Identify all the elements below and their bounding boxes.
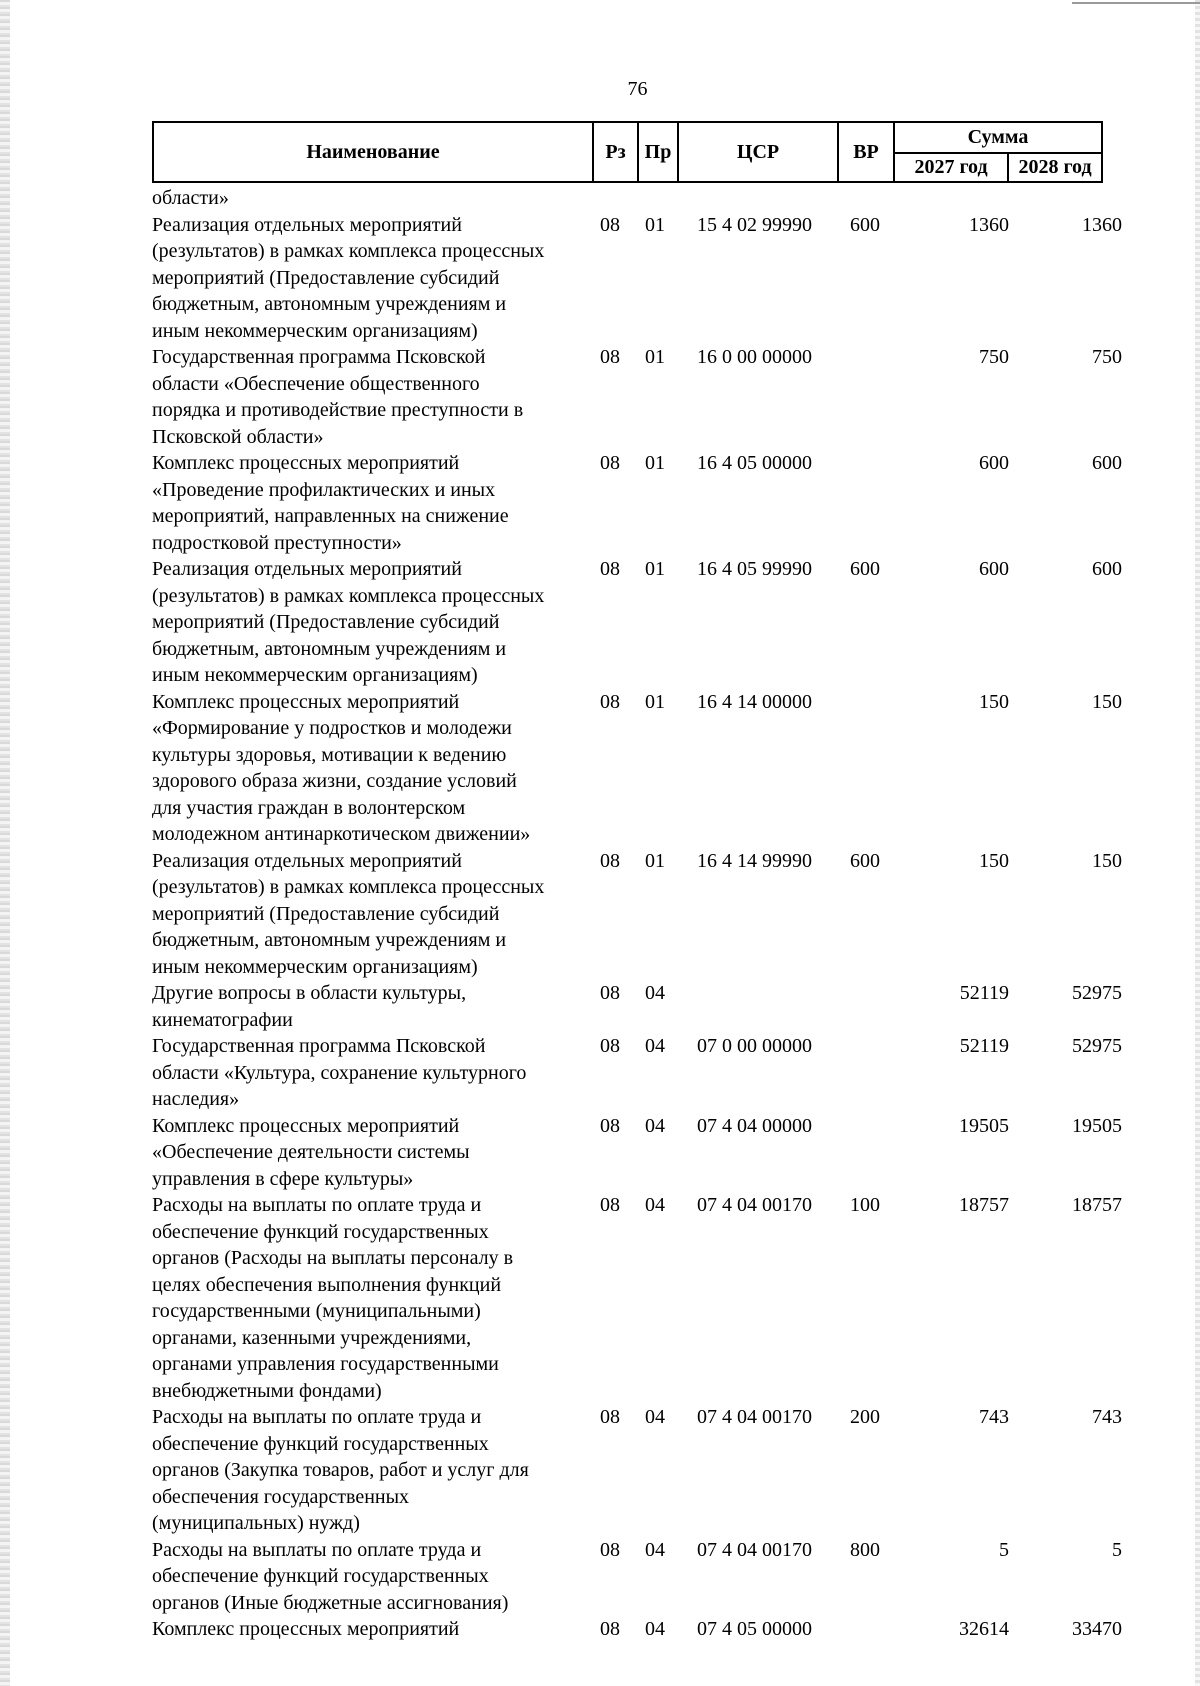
row-sum-2027: 32614 bbox=[959, 1618, 1009, 1640]
row-csr: 16 4 05 99990 bbox=[697, 558, 812, 580]
table-row bbox=[152, 1113, 1122, 1193]
row-rz: 08 bbox=[600, 690, 620, 713]
table-row bbox=[152, 344, 1122, 450]
row-csr: 07 4 04 00170 bbox=[697, 1538, 812, 1561]
row-sum-2028: 600 bbox=[1092, 558, 1122, 580]
row-rz: 08 bbox=[600, 1035, 620, 1057]
row-sum-2027: 1360 bbox=[969, 213, 1009, 236]
row-csr: 07 4 04 00000 bbox=[697, 1114, 812, 1137]
header-vr: ВР bbox=[838, 122, 894, 182]
row-name: Комплекс процессных мероприятий «Обеспечение деятельности системы управления в сфере культуры» bbox=[152, 1114, 470, 1190]
row-sum-2028: 743 bbox=[1092, 1406, 1122, 1428]
row-pr: 01 bbox=[645, 346, 665, 368]
row-sum-2027: 600 bbox=[979, 558, 1009, 580]
table-row bbox=[152, 450, 1122, 556]
row-pr: 04 bbox=[645, 1538, 665, 1561]
row-pr: 04 bbox=[645, 1618, 665, 1640]
row-pr: 04 bbox=[645, 1114, 665, 1137]
row-sum-2028: 52975 bbox=[1072, 982, 1122, 1004]
row-vr: 200 bbox=[850, 1406, 880, 1428]
row-sum-2027: 19505 bbox=[959, 1114, 1009, 1137]
row-name: Комплекс процессных мероприятий «Формирование у подростков и молодежи культуры здоровья, мотивации к ведению здорового образа жизни, создание условий для участия граждан в волонтерском молодежном антинаркотическом движении» bbox=[152, 690, 531, 845]
scan-corner-line bbox=[1072, 2, 1200, 4]
row-csr: 16 4 05 00000 bbox=[697, 452, 812, 474]
row-pr: 04 bbox=[645, 982, 665, 1004]
row-vr: 600 bbox=[850, 558, 880, 580]
row-sum-2027: 52119 bbox=[959, 982, 1009, 1004]
row-sum-2028: 19505 bbox=[1072, 1114, 1122, 1137]
row-sum-2028: 600 bbox=[1092, 452, 1122, 474]
row-pr: 01 bbox=[645, 849, 665, 872]
row-name: Другие вопросы в области культуры, кинематографии bbox=[152, 982, 467, 1031]
row-name: Реализация отдельных мероприятий (результатов) в рамках комплекса процессных мероприятий (Предоставление субсидий бюджетным, автономным учреждениям и иным некоммерческим организациям) bbox=[152, 849, 545, 978]
header-sum: Сумма bbox=[894, 122, 1102, 153]
row-sum-2028: 33470 bbox=[1072, 1618, 1122, 1640]
table-row bbox=[152, 212, 1122, 345]
row-rz: 08 bbox=[600, 1538, 620, 1561]
table-row bbox=[152, 1537, 1122, 1617]
row-name: области» bbox=[152, 187, 229, 209]
header-csr: ЦСР bbox=[678, 122, 838, 182]
row-csr: 07 4 05 00000 bbox=[697, 1618, 812, 1640]
table-row bbox=[152, 185, 1118, 212]
row-pr: 01 bbox=[645, 452, 665, 474]
header-year-2028: 2028 год bbox=[1008, 153, 1102, 182]
row-name: Расходы на выплаты по оплате труда и обеспечение функций государственных органов (Расходы на выплаты персоналу в целях обеспечения выполнения функций государственными (муниципальными) органами, казенными учреждениями, органами управления государственными внебюджетными фондами) bbox=[152, 1194, 514, 1402]
row-vr: 600 bbox=[850, 849, 880, 872]
row-rz: 08 bbox=[600, 452, 620, 474]
row-name: Расходы на выплаты по оплате труда и обеспечение функций государственных органов (Закупка товаров, работ и услуг для обеспечения государственных (муниципальных) нужд) bbox=[152, 1406, 529, 1534]
row-sum-2027: 750 bbox=[979, 346, 1009, 368]
row-vr: 100 bbox=[850, 1194, 880, 1216]
row-sum-2027: 18757 bbox=[959, 1194, 1009, 1216]
row-sum-2028: 150 bbox=[1092, 849, 1122, 872]
row-rz: 08 bbox=[600, 213, 620, 236]
scan-edge-left bbox=[0, 0, 10, 1686]
row-pr: 04 bbox=[645, 1406, 665, 1428]
header-year-2027: 2027 год bbox=[894, 153, 1008, 182]
row-rz: 08 bbox=[600, 982, 620, 1004]
row-pr: 01 bbox=[645, 213, 665, 236]
table-row bbox=[152, 556, 1122, 689]
row-sum-2027: 52119 bbox=[959, 1035, 1009, 1057]
row-rz: 08 bbox=[600, 1194, 620, 1216]
table-row bbox=[152, 1033, 1122, 1113]
row-pr: 01 bbox=[645, 558, 665, 580]
header-name: Наименование bbox=[153, 122, 593, 182]
row-vr: 800 bbox=[850, 1538, 880, 1561]
row-sum-2027: 743 bbox=[979, 1406, 1009, 1428]
row-csr: 16 4 14 00000 bbox=[697, 690, 812, 713]
table-row bbox=[152, 1616, 1122, 1643]
row-sum-2027: 5 bbox=[999, 1538, 1009, 1561]
row-name: Реализация отдельных мероприятий (результатов) в рамках комплекса процессных мероприятий (Предоставление субсидий бюджетным, автономным учреждениям и иным некоммерческим организациям) bbox=[152, 213, 545, 342]
row-sum-2028: 5 bbox=[1112, 1538, 1122, 1561]
row-name: Комплекс процессных мероприятий «Проведение профилактических и иных мероприятий, направленных на снижение подростковой преступности» bbox=[152, 452, 509, 554]
table-row bbox=[152, 1404, 1122, 1537]
table-row bbox=[152, 1192, 1122, 1404]
row-sum-2027: 600 bbox=[979, 452, 1009, 474]
header-rz: Рз bbox=[593, 122, 638, 182]
table-header bbox=[152, 121, 1103, 183]
table-row bbox=[152, 848, 1122, 981]
row-rz: 08 bbox=[600, 849, 620, 872]
row-name: Государственная программа Псковской области «Культура, сохранение культурного наследия» bbox=[152, 1035, 527, 1110]
row-csr: 07 4 04 00170 bbox=[697, 1194, 812, 1216]
row-rz: 08 bbox=[600, 346, 620, 368]
row-csr: 07 0 00 00000 bbox=[697, 1035, 812, 1057]
row-vr: 600 bbox=[850, 213, 880, 236]
row-sum-2027: 150 bbox=[979, 690, 1009, 713]
row-pr: 04 bbox=[645, 1194, 665, 1216]
row-sum-2028: 1360 bbox=[1082, 213, 1122, 236]
row-sum-2028: 150 bbox=[1092, 690, 1122, 713]
row-csr: 16 0 00 00000 bbox=[697, 346, 812, 368]
row-name: Государственная программа Псковской области «Обеспечение общественного порядка и противодействие преступности в Псковской области» bbox=[152, 346, 524, 448]
row-pr: 04 bbox=[645, 1035, 665, 1057]
row-sum-2027: 150 bbox=[979, 849, 1009, 872]
row-rz: 08 bbox=[600, 558, 620, 580]
row-name: Расходы на выплаты по оплате труда и обеспечение функций государственных органов (Иные бюджетные ассигнования) bbox=[152, 1538, 509, 1614]
row-sum-2028: 18757 bbox=[1072, 1194, 1122, 1216]
row-name: Реализация отдельных мероприятий (результатов) в рамках комплекса процессных мероприятий (Предоставление субсидий бюджетным, автономным учреждениям и иным некоммерческим организациям) bbox=[152, 558, 545, 686]
header-pr: Пр bbox=[638, 122, 678, 182]
scan-edge-right bbox=[1195, 0, 1200, 1686]
row-sum-2028: 52975 bbox=[1072, 1035, 1122, 1057]
row-rz: 08 bbox=[600, 1114, 620, 1137]
row-sum-2028: 750 bbox=[1092, 346, 1122, 368]
row-csr: 15 4 02 99990 bbox=[697, 213, 812, 236]
row-name: Комплекс процессных мероприятий bbox=[152, 1618, 460, 1640]
table-row bbox=[152, 689, 1122, 848]
row-csr: 07 4 04 00170 bbox=[697, 1406, 812, 1428]
table-row bbox=[152, 980, 1122, 1033]
table-body bbox=[152, 185, 1122, 1643]
row-rz: 08 bbox=[600, 1618, 620, 1640]
row-rz: 08 bbox=[600, 1406, 620, 1428]
row-pr: 01 bbox=[645, 690, 665, 713]
page-number: 76 bbox=[627, 78, 648, 100]
row-csr: 16 4 14 99990 bbox=[697, 849, 812, 872]
